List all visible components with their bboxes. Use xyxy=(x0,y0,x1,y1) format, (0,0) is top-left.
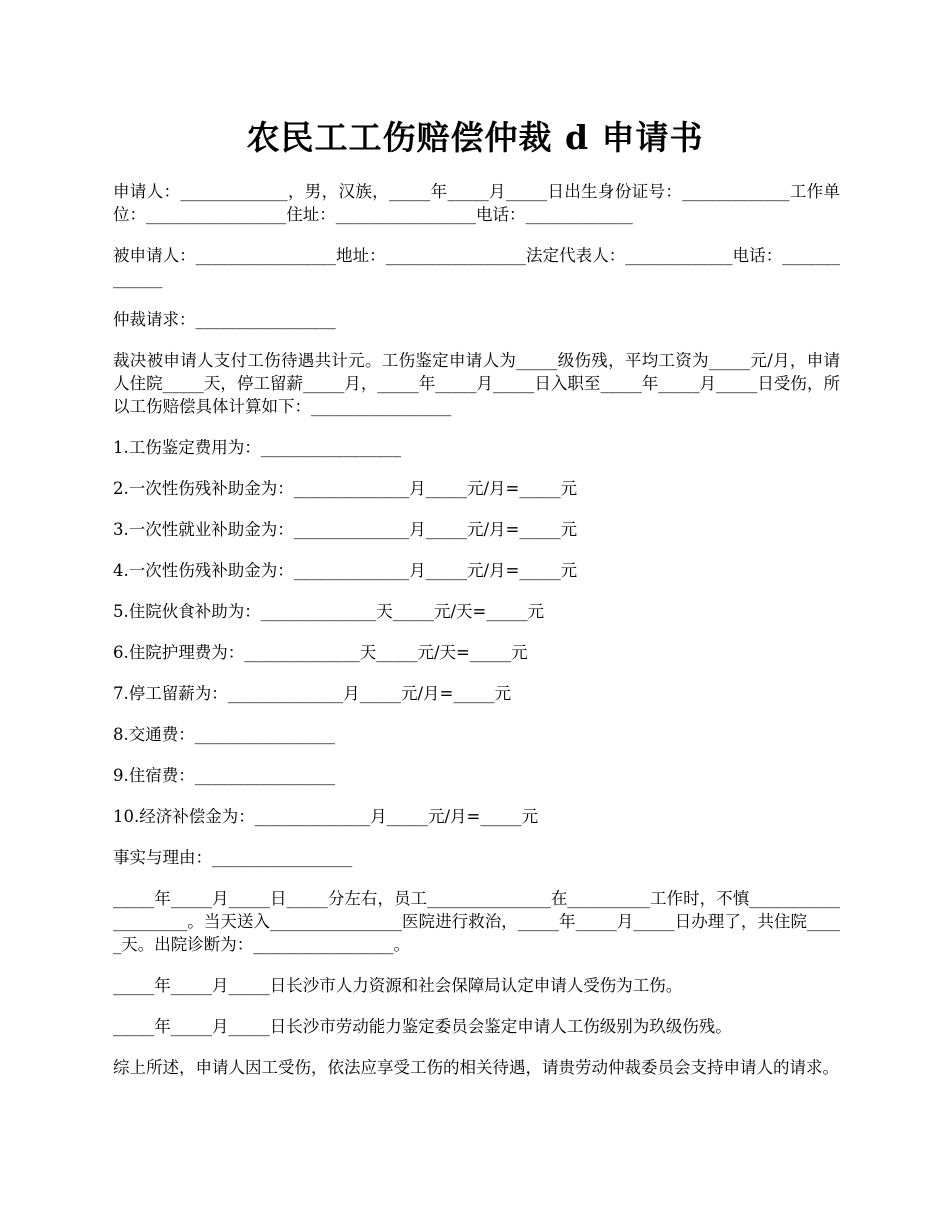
compensation-item-8: 8.交通费：_________________ xyxy=(113,725,335,744)
compensation-item-4: 4.一次性伤残补助金为：______________月_____元/月=_____元 xyxy=(113,561,578,580)
applicant-info-paragraph: 申请人：_____________，男，汉族，_____年_____月_____日出生身份证号：_____________工作单位：_________________住址：_________________电话：_____________ xyxy=(113,182,840,224)
injury-recognition-paragraph: _____年_____月_____日长沙市人力资源和社会保障局认定申请人受伤为工伤。 xyxy=(113,976,683,995)
award-summary-paragraph: 裁决被申请人支付工伤待遇共计元。工伤鉴定申请人为_____级伤残，平均工资为_____元/月，申请人住院_____天，停工留薪_____月，_____年_____月_____日入职至_____年_____月_____日受伤，所以工伤赔偿具体计算如下：_________________ xyxy=(113,351,840,416)
compensation-item-6: 6.住院护理费为：______________天_____元/天=_____元 xyxy=(113,643,528,662)
compensation-item-2: 2.一次性伤残补助金为：______________月_____元/月=_____元 xyxy=(113,479,578,498)
compensation-item-3: 3.一次性就业补助金为：______________月_____元/月=_____元 xyxy=(113,520,578,539)
compensation-item-7: 7.停工留薪为：______________月_____元/月=_____元 xyxy=(113,684,512,703)
compensation-item-9: 9.住宿费：_________________ xyxy=(113,766,335,785)
document-body xyxy=(113,180,840,1097)
incident-paragraph: _____年_____月_____日_____分左右，员工_______________在__________工作时，不慎____________________。当天送入________________医院进行救治，_____年_____月_____日办理了，共住院_____天。出院诊断为：_________________。 xyxy=(113,889,840,954)
compensation-item-1: 1.工伤鉴定费用为：_________________ xyxy=(113,438,401,457)
compensation-item-10: 10.经济补偿金为：______________月_____元/月=_____元 xyxy=(113,807,539,826)
respondent-info-paragraph: 被申请人：_________________地址：_________________法定代表人：_____________电话：_____________ xyxy=(113,246,840,288)
conclusion-paragraph: 综上所述，申请人因工受伤，依法应享受工伤的相关待遇，请贵劳动仲裁委员会支持申请人的请求。 xyxy=(113,1058,839,1077)
compensation-item-5: 5.住院伙食补助为：______________天_____元/天=_____元 xyxy=(113,602,545,621)
document-title: 农民工工伤赔偿仲裁 d 申请书 xyxy=(246,118,704,157)
facts-and-reasons-heading: 事实与理由：_________________ xyxy=(113,848,353,867)
disability-assessment-paragraph: _____年_____月_____日长沙市劳动能力鉴定委员会鉴定申请人工伤级别为玖级伤残。 xyxy=(113,1017,732,1036)
arbitration-request-paragraph: 仲裁请求：_________________ xyxy=(113,310,336,329)
